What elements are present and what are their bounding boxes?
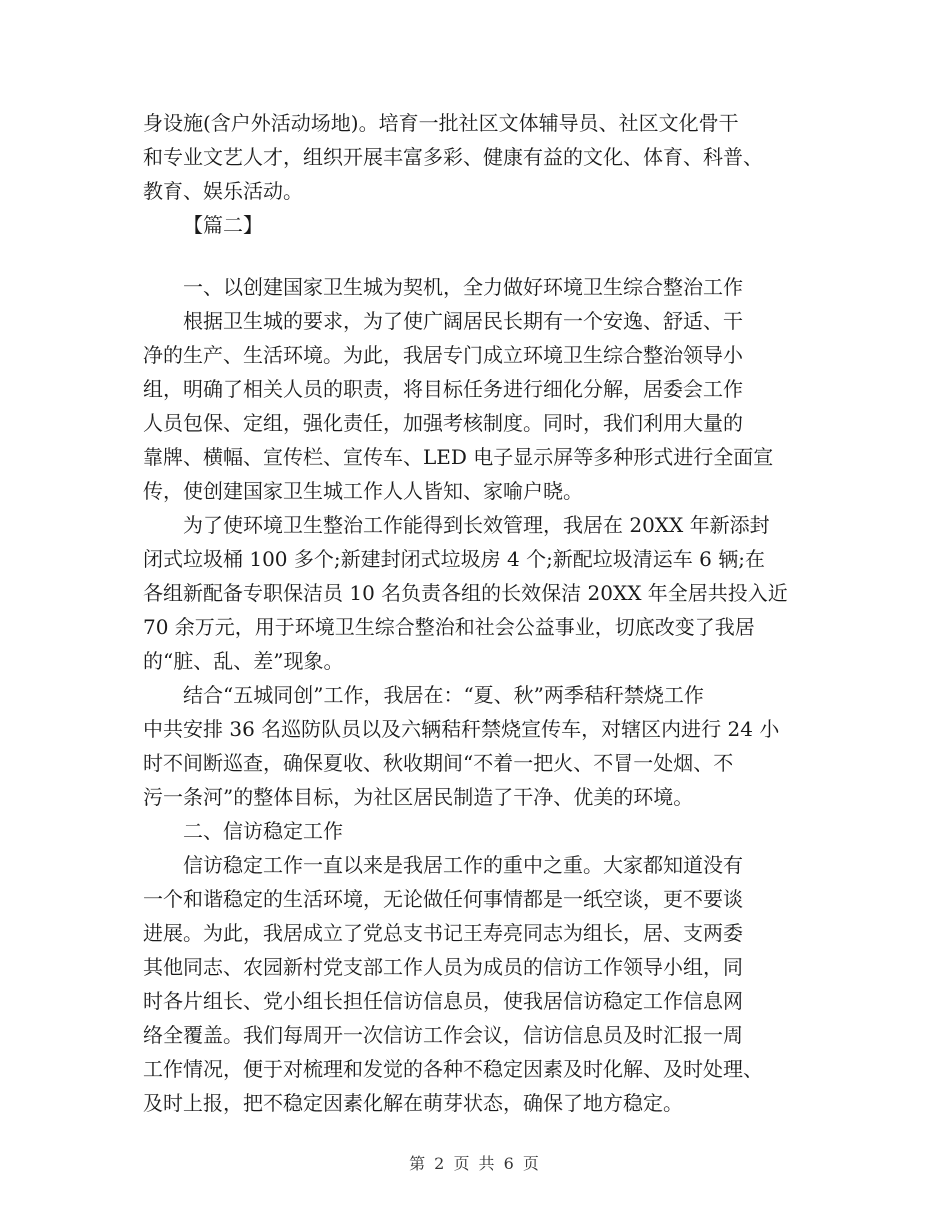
text-line: 闭式垃圾桶 100 多个;新建封闭式垃圾房 4 个;新配垃圾清运车 6 辆;在 (143, 547, 765, 571)
text-line: 工作情况，便于对梳理和发觉的各种不稳定因素及时化解、及时处理、 (143, 1057, 763, 1081)
text-line: 教育、娱乐活动。 (143, 179, 303, 203)
text-line: 络全覆盖。我们每周开一次信访工作会议，信访信息员及时汇报一周 (143, 1023, 743, 1047)
text-line: 身设施(含户外活动场地)。培育一批社区文体辅导员、社区文化骨干 (143, 111, 739, 135)
text-line: 其他同志、农园新村党支部工作人员为成员的信访工作领导小组，同 (143, 955, 743, 979)
text-line: 各组新配备专职保洁员 10 名负责各组的长效保洁 20XX 年全居共投入近 (143, 581, 788, 605)
section-title: 二、信访稳定工作 (183, 819, 343, 843)
text-line: 的“脏、乱、差”现象。 (143, 649, 344, 673)
text-line: 传，使创建国家卫生城工作人人皆知、家喻户晓。 (143, 479, 583, 503)
text-line: 净的生产、生活环境。为此，我居专门成立环境卫生综合整治领导小 (143, 343, 743, 367)
text-line: 为了使环境卫生整治工作能得到长效管理，我居在 20XX 年新添封 (183, 513, 770, 537)
text-line: 根据卫生城的要求，为了使广阔居民长期有一个安逸、舒适、干 (183, 309, 743, 333)
text-line: 70 余万元，用于环境卫生综合整治和社会公益事业，切底改变了我居 (143, 615, 755, 639)
text-line: 一个和谐稳定的生活环境，无论做任何事情都是一纸空谈，更不要谈 (143, 887, 743, 911)
section-heading: 【篇二】 (183, 213, 263, 237)
text-line: 组，明确了相关人员的职责，将目标任务进行细化分解，居委会工作 (143, 377, 743, 401)
text-line: 靠牌、横幅、宣传栏、宣传车、LED 电子显示屏等多种形式进行全面宣 (143, 445, 774, 469)
text-line: 结合“五城同创”工作，我居在：“夏、秋”两季秸秆禁烧工作 (183, 683, 704, 707)
text-line: 人员包保、定组，强化责任，加强考核制度。同时，我们利用大量的 (143, 411, 743, 435)
text-line: 时不间断巡查，确保夏收、秋收期间“不着一把火、不冒一处烟、不 (143, 751, 734, 775)
text-line: 污一条河”的整体目标，为社区居民制造了干净、优美的环境。 (143, 785, 694, 809)
text-line: 中共安排 36 名巡防队员以及六辆秸秆禁烧宣传车，对辖区内进行 24 小 (143, 717, 780, 741)
text-line: 和专业文艺人才，组织开展丰富多彩、健康有益的文化、体育、科普、 (143, 145, 763, 169)
text-line: 及时上报，把不稳定因素化解在萌芽状态，确保了地方稳定。 (143, 1091, 683, 1115)
section-title: 一、以创建国家卫生城为契机，全力做好环境卫生综合整治工作 (183, 275, 743, 299)
text-line: 进展。为此，我居成立了党总支书记王寿亮同志为组长，居、支两委 (143, 921, 743, 945)
page-number-footer: 第 2 页 共 6 页 (409, 1154, 541, 1173)
text-line: 信访稳定工作一直以来是我居工作的重中之重。大家都知道没有 (183, 853, 743, 877)
text-line: 时各片组长、党小组长担任信访信息员，使我居信访稳定工作信息网 (143, 989, 743, 1013)
